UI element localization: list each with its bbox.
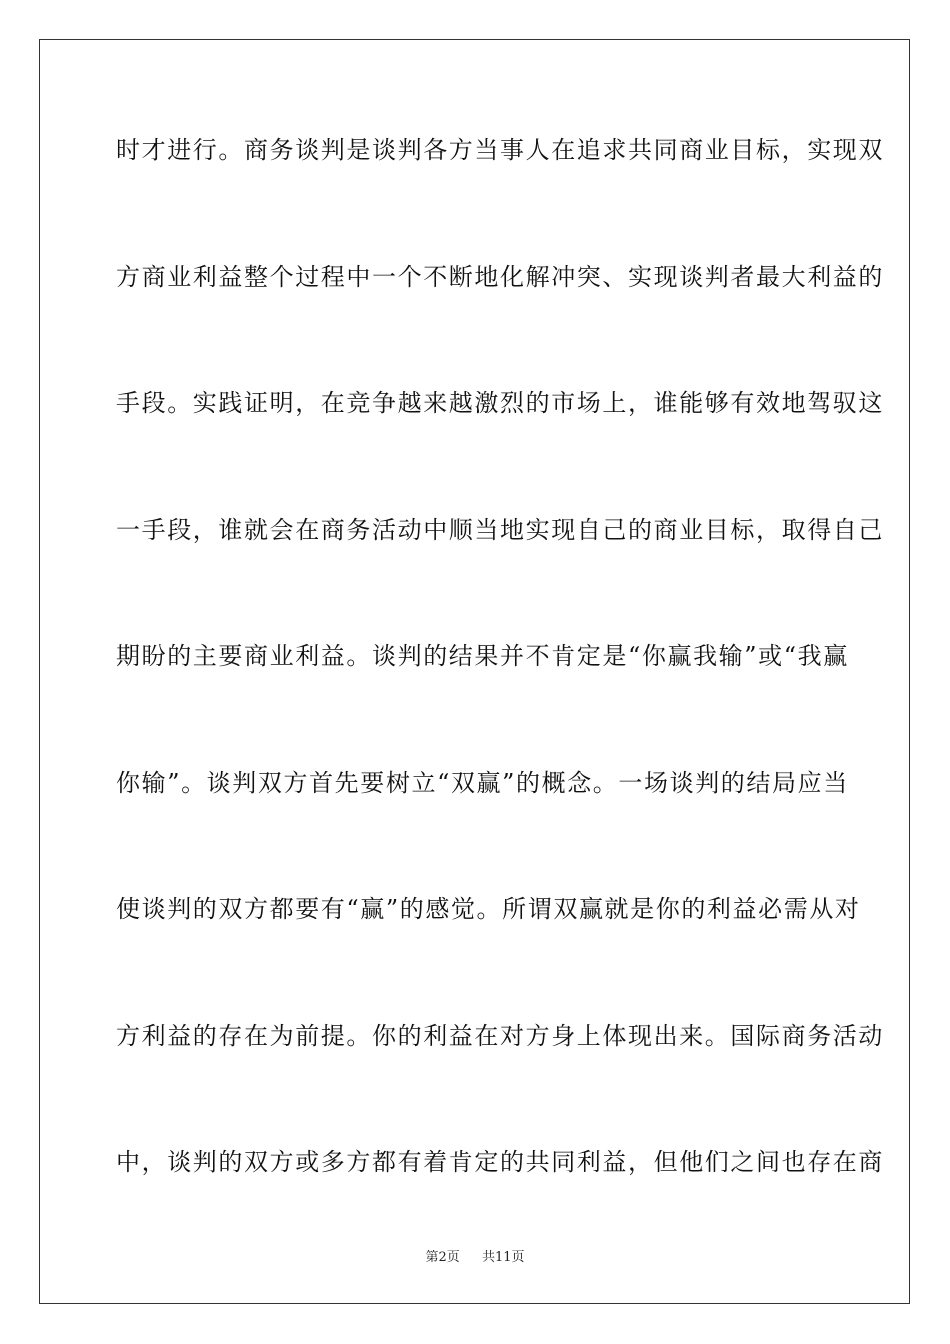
- body-line: 方利益的存在为前提。你的利益在对方身上体现出来。国际商务活动: [116, 1021, 884, 1050]
- page-footer: [0, 1246, 950, 1265]
- page-total: 共11页: [481, 1250, 525, 1265]
- body-line: 你输”。谈判双方首先要树立“双赢”的概念。一场谈判的结局应当: [116, 768, 849, 797]
- body-line: 期盼的主要商业利益。谈判的结果并不肯定是“你赢我输”或“我赢: [116, 642, 849, 670]
- body-line: 手段。实践证明，在竞争越来越激烈的市场上，谁能够有效地驾驭这: [116, 389, 884, 417]
- body-line: 一手段，谁就会在商务活动中顺当地实现自己的商业目标，取得自己: [116, 515, 884, 544]
- body-line: 中，谈判的双方或多方都有着肯定的共同利益，但他们之间也存在商: [116, 1148, 884, 1176]
- body-line: 方商业利益整个过程中一个不断地化解冲突、实现谈判者最大利益的: [116, 262, 884, 291]
- body-line: 时才进行。商务谈判是谈判各方当事人在追求共同商业目标，实现双: [116, 136, 884, 164]
- body-line: 使谈判的双方都要有“赢”的感觉。所谓双赢就是你的利益必需从对: [116, 895, 861, 923]
- page-number: 第2页: [425, 1250, 460, 1265]
- document-body: [116, 128, 884, 1267]
